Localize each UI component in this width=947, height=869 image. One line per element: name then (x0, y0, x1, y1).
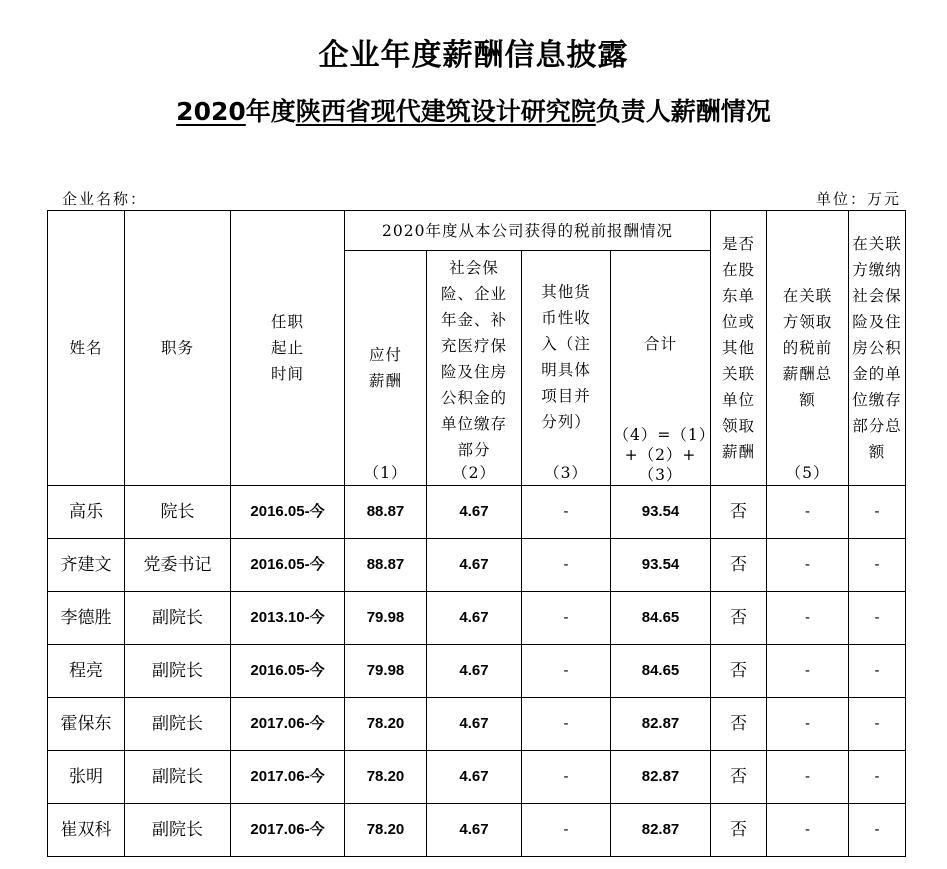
cell-related-pay: - (767, 751, 849, 804)
cell-related-social: - (849, 539, 906, 592)
cell-total: 82.87 (611, 751, 711, 804)
table-row (48, 539, 906, 592)
cell-social: 4.67 (427, 698, 522, 751)
cell-payable: 78.20 (345, 698, 427, 751)
cell-related-social: - (849, 645, 906, 698)
cell-name: 程亮 (48, 645, 125, 698)
cell-social: 4.67 (427, 539, 522, 592)
cell-tenure: 2016.05-今 (231, 486, 345, 539)
table-row (48, 592, 906, 645)
table-row (48, 751, 906, 804)
header-related-pay: 在关联方领取的税前薪酬总额 （5） (767, 211, 849, 486)
cell-name: 李德胜 (48, 592, 125, 645)
cell-tenure: 2013.10-今 (231, 592, 345, 645)
cell-name: 张明 (48, 751, 125, 804)
cell-tenure: 2016.05-今 (231, 539, 345, 592)
cell-position: 副院长 (125, 698, 231, 751)
cell-related-social: - (849, 751, 906, 804)
header-name: 姓名 (48, 211, 125, 486)
cell-social: 4.67 (427, 804, 522, 857)
subtitle-part1: 年度 (245, 97, 296, 126)
cell-payable: 78.20 (345, 804, 427, 857)
cell-shareholder: 否 (711, 539, 767, 592)
header-payable: 应付薪酬 （1） (345, 251, 427, 486)
cell-payable: 79.98 (345, 645, 427, 698)
cell-shareholder: 否 (711, 698, 767, 751)
cell-related-pay: - (767, 486, 849, 539)
cell-related-social: - (849, 486, 906, 539)
cell-related-pay: - (767, 539, 849, 592)
cell-position: 院长 (125, 486, 231, 539)
cell-social: 4.67 (427, 486, 522, 539)
table-row (48, 698, 906, 751)
cell-shareholder: 否 (711, 592, 767, 645)
cell-other: - (522, 486, 611, 539)
table-row (48, 645, 906, 698)
header-position: 职务 (125, 211, 231, 486)
header-shareholder: 是否在股东单位或其他关联单位领取薪酬 (711, 211, 767, 486)
cell-other: - (522, 592, 611, 645)
cell-payable: 88.87 (345, 539, 427, 592)
salary-table (47, 210, 906, 857)
cell-tenure: 2017.06-今 (231, 804, 345, 857)
cell-position: 副院长 (125, 804, 231, 857)
cell-related-social: - (849, 804, 906, 857)
cell-total: 93.54 (611, 486, 711, 539)
cell-total: 84.65 (611, 645, 711, 698)
cell-shareholder: 否 (711, 804, 767, 857)
company-name-label: 企业名称： (62, 190, 148, 208)
table-row (48, 804, 906, 857)
cell-name: 崔双科 (48, 804, 125, 857)
subtitle-company: 陕西省现代建筑设计研究院 (295, 97, 596, 126)
cell-total: 84.65 (611, 592, 711, 645)
cell-related-social: - (849, 592, 906, 645)
page-title: 企业年度薪酬信息披露 (318, 38, 629, 73)
cell-social: 4.67 (427, 751, 522, 804)
cell-related-pay: - (767, 804, 849, 857)
cell-position: 副院长 (125, 645, 231, 698)
subtitle-part2: 负责人薪酬情况 (595, 97, 771, 126)
cell-payable: 79.98 (345, 592, 427, 645)
cell-tenure: 2017.06-今 (231, 698, 345, 751)
cell-related-pay: - (767, 592, 849, 645)
cell-name: 齐建文 (48, 539, 125, 592)
cell-other: - (522, 539, 611, 592)
header-social: 社会保险、企业年金、补充医疗保险及住房公积金的单位缴存部分 （2） (427, 251, 522, 486)
cell-other: - (522, 645, 611, 698)
header-related-social: 在关联方缴纳社会保险及住房公积金的单位缴存部分总额 (849, 211, 906, 486)
cell-other: - (522, 804, 611, 857)
cell-shareholder: 否 (711, 645, 767, 698)
cell-name: 霍保东 (48, 698, 125, 751)
cell-payable: 88.87 (345, 486, 427, 539)
header-other: 其他货币性收入（注明具体项目并分列） （3） (522, 251, 611, 486)
cell-shareholder: 否 (711, 751, 767, 804)
header-total: 合计 （4）=（1）+（2）+（3） (611, 251, 711, 486)
cell-total: 82.87 (611, 698, 711, 751)
cell-tenure: 2017.06-今 (231, 751, 345, 804)
header-tenure: 任职起止时间 (231, 211, 345, 486)
cell-payable: 78.20 (345, 751, 427, 804)
cell-other: - (522, 698, 611, 751)
cell-shareholder: 否 (711, 486, 767, 539)
table-row (48, 486, 906, 539)
cell-related-pay: - (767, 698, 849, 751)
cell-name: 高乐 (48, 486, 125, 539)
header-pretax-group: 2020年度从本公司获得的税前报酬情况 (345, 211, 711, 251)
cell-position: 副院长 (125, 592, 231, 645)
cell-position: 副院长 (125, 751, 231, 804)
cell-social: 4.67 (427, 592, 522, 645)
cell-social: 4.67 (427, 645, 522, 698)
page-subtitle (0, 92, 947, 128)
cell-other: - (522, 751, 611, 804)
cell-related-social: - (849, 698, 906, 751)
cell-total: 82.87 (611, 804, 711, 857)
cell-tenure: 2016.05-今 (231, 645, 345, 698)
unit-label: 单位：万元 (815, 190, 901, 208)
subtitle-year: 2020 (176, 97, 246, 126)
cell-related-pay: - (767, 645, 849, 698)
cell-total: 93.54 (611, 539, 711, 592)
cell-position: 党委书记 (125, 539, 231, 592)
